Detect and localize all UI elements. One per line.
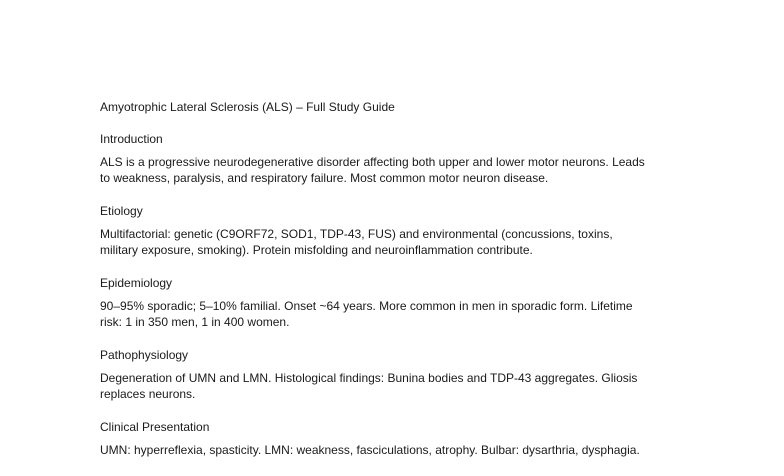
section-heading: Introduction <box>100 132 163 146</box>
section-body <box>100 154 700 186</box>
section-line: Degeneration of UMN and LMN. Histological findings: Bunina bodies and TDP-43 aggregates. Gliosis <box>100 371 638 385</box>
section-heading: Etiology <box>100 204 143 218</box>
section-introduction <box>100 132 700 186</box>
document-page <box>100 100 700 476</box>
section-line: ALS is a progressive neurodegenerative disorder affecting both upper and lower motor neurons. Leads <box>100 155 645 169</box>
section-clinical-presentation <box>100 420 700 458</box>
section-pathophysiology <box>100 348 700 402</box>
section-etiology <box>100 204 700 258</box>
section-line: to weakness, paralysis, and respiratory failure. Most common motor neuron disease. <box>100 171 549 185</box>
document-title: Amyotrophic Lateral Sclerosis (ALS) – Full Study Guide <box>100 100 395 114</box>
section-body <box>100 442 700 458</box>
section-line: UMN: hyperreflexia, spasticity. LMN: weakness, fasciculations, atrophy. Bulbar: dysarthria, dysphagia. <box>100 443 640 457</box>
section-line: Multifactorial: genetic (C9ORF72, SOD1, TDP-43, FUS) and environmental (concussions, toxins, <box>100 227 613 241</box>
section-heading: Clinical Presentation <box>100 420 210 434</box>
section-line: replaces neurons. <box>100 387 196 401</box>
section-heading: Pathophysiology <box>100 348 189 362</box>
section-body <box>100 226 700 258</box>
section-line: military exposure, smoking). Protein misfolding and neuroinflammation contribute. <box>100 243 533 257</box>
section-body <box>100 298 700 330</box>
section-line: 90–95% sporadic; 5–10% familial. Onset ~64 years. More common in men in sporadic form. Lifetime <box>100 299 633 313</box>
section-heading: Epidemiology <box>100 276 173 290</box>
section-body <box>100 370 700 402</box>
section-epidemiology <box>100 276 700 330</box>
section-line: risk: 1 in 350 men, 1 in 400 women. <box>100 315 290 329</box>
